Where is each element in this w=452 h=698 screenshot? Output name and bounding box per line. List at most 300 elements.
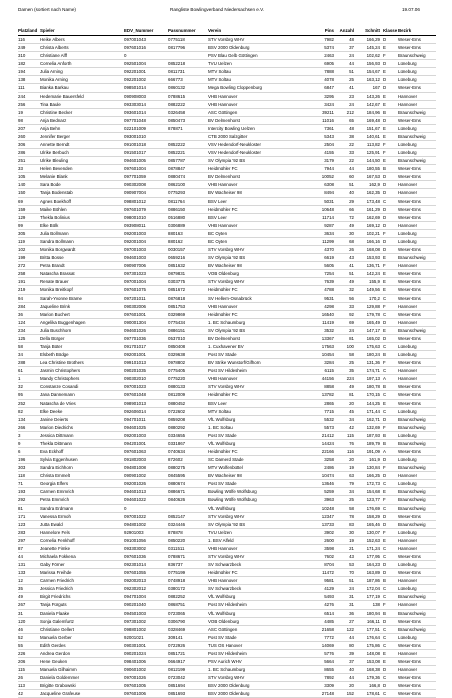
edv-nummer-cell: 098801002 bbox=[124, 625, 168, 633]
edv-nummer-cell: 094201001 bbox=[124, 439, 168, 447]
spieler-cell: Natascha de Vries bbox=[40, 399, 124, 407]
passnummer-cell: 0664917 bbox=[168, 658, 208, 666]
klasse-cell: B bbox=[380, 351, 398, 359]
pins-cell: 6619 bbox=[304, 254, 334, 262]
spieler-cell: Jutta Ewald bbox=[40, 520, 124, 528]
ranking-table bbox=[18, 27, 436, 698]
anzahl-cell: 49 bbox=[334, 383, 354, 391]
pins-cell: 3963 bbox=[304, 496, 334, 504]
table-row bbox=[18, 375, 436, 383]
edv-nummer-cell: 098401006 bbox=[124, 658, 168, 666]
spieler-cell: Elke Bölk bbox=[40, 221, 124, 229]
edv-nummer-cell: 093001010 bbox=[124, 132, 168, 140]
table-row bbox=[18, 221, 436, 229]
edv-nummer-cell: 094601005 bbox=[124, 157, 168, 165]
spieler-cell: Vanessa Ermoh bbox=[40, 512, 124, 520]
klasse-cell: D bbox=[380, 189, 398, 197]
bezirk-cell: Braunschweig bbox=[398, 609, 436, 617]
bezirk-cell: Weser-Ems bbox=[398, 674, 436, 682]
pins-cell: 5664 bbox=[304, 658, 334, 666]
passnummer-cell: 0852221 bbox=[168, 149, 208, 157]
edv-nummer-cell: 097001043 bbox=[124, 36, 168, 44]
schnitt-cell: 168,08 bbox=[354, 246, 380, 254]
anzahl-cell: 40 bbox=[334, 189, 354, 197]
anzahl-cell: 22 bbox=[334, 157, 354, 165]
spieler-cell: Anja Behn bbox=[40, 124, 124, 132]
bezirk-cell: Hannover bbox=[398, 601, 436, 609]
schnitt-cell: 168,38 bbox=[354, 666, 380, 674]
verein-cell: VHB Hannover bbox=[208, 181, 304, 189]
klasse-cell: E bbox=[380, 278, 398, 286]
passnummer-cell: 0331867 bbox=[168, 439, 208, 447]
spieler-cell: Bianka Barkau bbox=[40, 84, 124, 92]
platz-cell: 44 bbox=[18, 553, 40, 561]
platz-cell: 182 bbox=[18, 60, 40, 68]
pins-cell: 27148 bbox=[304, 690, 334, 698]
pins-cell: 3902 bbox=[304, 528, 334, 536]
table-row bbox=[18, 641, 436, 649]
platz-cell: 207 bbox=[18, 124, 40, 132]
verein-cell: SV Olympia '92 BS bbox=[208, 326, 304, 334]
anzahl-cell: 76 bbox=[334, 439, 354, 447]
pins-cell: 6308 bbox=[304, 181, 334, 189]
spieler-cell: Elke Deeke bbox=[40, 407, 124, 415]
edv-nummer-cell: 097001023 bbox=[124, 383, 168, 391]
anzahl-cell: 41 bbox=[334, 262, 354, 270]
table-row bbox=[18, 472, 436, 480]
platz-cell: 219 bbox=[18, 286, 40, 294]
anzahl-cell: 34 bbox=[334, 488, 354, 496]
platz-cell: 286 bbox=[18, 149, 40, 157]
spieler-cell: Andrea Gerdon bbox=[40, 649, 124, 657]
anzahl-cell: 122 bbox=[334, 625, 354, 633]
verein-cell: STV Vorsbrg WHV bbox=[208, 674, 304, 682]
schnitt-cell: 175,86 bbox=[354, 641, 380, 649]
verein-cell: VfL Wolfsburg bbox=[208, 415, 304, 423]
pins-cell: 6847 bbox=[304, 84, 334, 92]
edv-nummer-cell: 091701017 bbox=[124, 342, 168, 350]
schnitt-cell: 154,67 bbox=[354, 68, 380, 76]
platz-cell: 258 bbox=[18, 270, 40, 278]
anzahl-cell: 38 bbox=[334, 132, 354, 140]
table-row bbox=[18, 569, 436, 577]
platz-cell: 226 bbox=[18, 649, 40, 657]
anzahl-cell: 115 bbox=[334, 431, 354, 439]
table-row bbox=[18, 383, 436, 391]
schnitt-cell: 179,36 bbox=[354, 674, 380, 682]
bezirk-cell: Weser-Ems bbox=[398, 116, 436, 124]
table-row bbox=[18, 262, 436, 270]
table-row bbox=[18, 68, 436, 76]
schnitt-cell: 147,17 bbox=[354, 326, 380, 334]
edv-nummer-cell: 092201002 bbox=[124, 76, 168, 84]
pins-cell: 11714 bbox=[304, 213, 334, 221]
klasse-cell: B bbox=[380, 431, 398, 439]
platz-cell: 111 bbox=[18, 84, 40, 92]
spieler-cell: Daniela Flaake bbox=[40, 609, 124, 617]
anzahl-cell: 26 bbox=[334, 246, 354, 254]
spieler-cell: Marion Diedrichs bbox=[40, 423, 124, 431]
platz-cell: 116 bbox=[18, 36, 40, 44]
klasse-cell: D bbox=[380, 84, 398, 92]
table-row bbox=[18, 617, 436, 625]
schnitt-cell: 155,9 bbox=[354, 278, 380, 286]
pins-cell: 14069 bbox=[304, 641, 334, 649]
spieler-cell: Christiane Alff bbox=[40, 52, 124, 60]
spieler-cell: Agnes Boekhoff bbox=[40, 197, 124, 205]
edv-nummer-cell: 093303014 bbox=[124, 100, 168, 108]
table-row bbox=[18, 561, 436, 569]
edv-nummer-cell: 097301023 bbox=[124, 270, 168, 278]
table-row bbox=[18, 44, 436, 52]
spieler-cell: Petra Brandt bbox=[40, 262, 124, 270]
spieler-cell: Cornelia Anforth bbox=[40, 60, 124, 68]
anzahl-cell: 25 bbox=[334, 76, 354, 84]
pins-cell: 7361 bbox=[304, 124, 334, 132]
klasse-cell: D bbox=[380, 520, 398, 528]
verein-cell: Heidmühler FC bbox=[208, 391, 304, 399]
anzahl-cell: 32 bbox=[334, 286, 354, 294]
platz-cell: 267 bbox=[18, 601, 40, 609]
schnitt-cell: 184,96 bbox=[354, 108, 380, 116]
klasse-cell: C bbox=[380, 294, 398, 302]
schnitt-cell: 180,94 bbox=[354, 609, 380, 617]
spieler-cell: Tanja Bodenstab bbox=[40, 189, 124, 197]
klasse-cell: E bbox=[380, 399, 398, 407]
edv-nummer-cell: 092001004 bbox=[124, 237, 168, 245]
passnummer-cell: 836737 bbox=[168, 561, 208, 569]
platz-cell: 292 bbox=[18, 496, 40, 504]
page-header-date: 19.07.06 bbox=[402, 7, 420, 12]
platz-cell: 260 bbox=[18, 132, 40, 140]
platz-cell: 266 bbox=[18, 423, 40, 431]
spieler-cell: Mandy Christophers bbox=[40, 375, 124, 383]
table-row bbox=[18, 528, 436, 536]
schnitt-cell: 162,69 bbox=[354, 213, 380, 221]
pins-cell: 13782 bbox=[304, 391, 334, 399]
bezirk-cell: Lüneburg bbox=[398, 480, 436, 488]
pins-cell: 3309 bbox=[304, 682, 334, 690]
klasse-cell: C bbox=[380, 625, 398, 633]
bezirk-cell: Weser-Ems bbox=[398, 391, 436, 399]
verein-cell: 1. Cuxhavener BV bbox=[208, 342, 304, 350]
klasse-cell: D bbox=[380, 569, 398, 577]
bezirk-cell: Weser-Ems bbox=[398, 205, 436, 213]
klasse-cell: F bbox=[380, 464, 398, 472]
pins-cell: 13646 bbox=[304, 480, 334, 488]
spieler-cell: Jana Dannemann bbox=[40, 391, 124, 399]
platz-cell: 35 bbox=[18, 585, 40, 593]
anzahl-cell: 34 bbox=[334, 415, 354, 423]
passnummer-cell: 0851693 bbox=[168, 690, 208, 698]
edv-nummer-cell: 090001304 bbox=[124, 318, 168, 326]
pins-cell: 11419 bbox=[304, 318, 334, 326]
platz-cell: 119 bbox=[18, 237, 40, 245]
verein-cell: VfL Wolfsburg bbox=[208, 504, 304, 512]
edv-nummer-cell: 92001021 bbox=[124, 633, 168, 641]
bezirk-cell: Braunschweig bbox=[398, 496, 436, 504]
verein-cell: STV Vorsbrg WHV bbox=[208, 278, 304, 286]
passnummer-cell: 0030157 bbox=[168, 246, 208, 254]
pins-cell: 4788 bbox=[304, 286, 334, 294]
passnummer-cell: 0328469 bbox=[168, 625, 208, 633]
passnummer-cell: 0850220 bbox=[168, 536, 208, 544]
anzahl-cell: 48 bbox=[334, 124, 354, 132]
edv-nummer-cell: 090302006 bbox=[124, 302, 168, 310]
table-row bbox=[18, 165, 436, 173]
edv-nummer-cell: 090302008 bbox=[124, 181, 168, 189]
bezirk-cell: Braunschweig bbox=[398, 132, 436, 140]
passnummer-cell: 0306790 bbox=[168, 617, 208, 625]
pins-cell: 39211 bbox=[304, 108, 334, 116]
verein-cell: BV Wacheiser 98 bbox=[208, 472, 304, 480]
verein-cell: 1. BC Schaumburg bbox=[208, 666, 304, 674]
passnummer-cell: 0879831 bbox=[168, 270, 208, 278]
verein-cell: Heidmühler FC bbox=[208, 286, 304, 294]
verein-cell: Heidmühler FC bbox=[208, 165, 304, 173]
bezirk-cell: Braunschweig bbox=[398, 520, 436, 528]
bezirk-cell: Weser-Ems bbox=[398, 84, 436, 92]
column-header-pins: Pins bbox=[304, 27, 334, 36]
pins-cell: 7602 bbox=[304, 553, 334, 561]
klasse-cell: E bbox=[380, 536, 398, 544]
platz-cell: 19 bbox=[18, 108, 40, 116]
table-row bbox=[18, 173, 436, 181]
verein-cell: VHB Hannover bbox=[208, 221, 304, 229]
passnummer-cell: 0303775 bbox=[168, 278, 208, 286]
verein-cell: Post SV Hildesheim bbox=[208, 601, 304, 609]
anzahl-cell: 79 bbox=[334, 480, 354, 488]
table-row bbox=[18, 536, 436, 544]
edv-nummer-cell: 097301002 bbox=[124, 617, 168, 625]
spieler-cell: Heike Albers bbox=[40, 36, 124, 44]
edv-nummer-cell: 092201001 bbox=[124, 68, 168, 76]
table-row bbox=[18, 76, 436, 84]
passnummer-cell: 0788671 bbox=[168, 553, 208, 561]
anzahl-cell: 20 bbox=[334, 456, 354, 464]
passnummer-cell: 0722602 bbox=[168, 407, 208, 415]
anzahl-cell: 23 bbox=[334, 92, 354, 100]
bezirk-cell: Hannover bbox=[398, 262, 436, 270]
schnitt-cell: 179,78 bbox=[354, 310, 380, 318]
pins-cell: 7944 bbox=[304, 165, 334, 173]
passnummer-cell: 878871 bbox=[168, 124, 208, 132]
pins-cell: 8494 bbox=[304, 189, 334, 197]
edv-nummer-cell: 097701048 bbox=[124, 116, 168, 124]
klasse-cell: D bbox=[380, 205, 398, 213]
bezirk-cell: Weser-Ems bbox=[398, 359, 436, 367]
bezirk-cell: Weser-Ems bbox=[398, 682, 436, 690]
edv-nummer-cell: 097601036 bbox=[124, 553, 168, 561]
klasse-cell: D bbox=[380, 246, 398, 254]
passnummer-cell: 0850473 bbox=[168, 116, 208, 124]
anzahl-cell: 48 bbox=[334, 36, 354, 44]
edv-nummer-cell: 091001018 bbox=[124, 141, 168, 149]
verein-cell: Bowling Wölfe Wolfsburg bbox=[208, 488, 304, 496]
spieler-cell: Sara Bode bbox=[40, 181, 124, 189]
table-row bbox=[18, 254, 436, 262]
spieler-cell: Michaela Fokkena bbox=[40, 553, 124, 561]
anzahl-cell: 58 bbox=[334, 351, 354, 359]
klasse-cell: C bbox=[380, 633, 398, 641]
platz-cell: 283 bbox=[18, 528, 40, 536]
platz-cell: 58 bbox=[18, 342, 40, 350]
verein-cell: VHB Hannover bbox=[208, 92, 304, 100]
passnummer-cell: 0880275 bbox=[168, 464, 208, 472]
pins-cell: 2600 bbox=[304, 536, 334, 544]
schnitt-cell: 189,79 bbox=[354, 439, 380, 447]
passnummer-cell: 0852222 bbox=[168, 141, 208, 149]
schnitt-cell: 166,16 bbox=[354, 237, 380, 245]
edv-nummer-cell: 022101009 bbox=[124, 124, 168, 132]
table-row bbox=[18, 496, 436, 504]
passnummer-cell: 0859208 bbox=[168, 415, 208, 423]
passnummer-cell: 0334655 bbox=[168, 431, 208, 439]
schnitt-cell: 166,8 bbox=[354, 682, 380, 690]
anzahl-cell: 66 bbox=[334, 205, 354, 213]
pins-cell: 5776 bbox=[304, 649, 334, 657]
schnitt-cell: 153,93 bbox=[354, 254, 380, 262]
platz-cell: 32 bbox=[18, 383, 40, 391]
passnummer-cell: 0326458 bbox=[168, 108, 208, 116]
anzahl-cell: 72 bbox=[334, 213, 354, 221]
passnummer-cell: 0311511 bbox=[168, 544, 208, 552]
passnummer-cell: 0880452 bbox=[168, 399, 208, 407]
schnitt-cell: 172,73 bbox=[354, 480, 380, 488]
pins-cell: 6514 bbox=[304, 609, 334, 617]
edv-nummer-cell: 097601063 bbox=[124, 447, 168, 455]
klasse-cell: D bbox=[380, 334, 398, 342]
schnitt-cell: 167,53 bbox=[354, 173, 380, 181]
passnummer-cell: 0876818 bbox=[168, 294, 208, 302]
spieler-cell: Sarah-Yvonne Brame bbox=[40, 294, 124, 302]
pins-cell: 7715 bbox=[304, 407, 334, 415]
bezirk-cell: Weser-Ems bbox=[398, 334, 436, 342]
edv-nummer-cell: 092001003 bbox=[124, 229, 168, 237]
table-row bbox=[18, 326, 436, 334]
klasse-cell: E bbox=[380, 649, 398, 657]
bezirk-cell: Weser-Ems bbox=[398, 658, 436, 666]
platz-cell: 31 bbox=[18, 609, 40, 617]
passnummer-cell: 0882252 bbox=[168, 593, 208, 601]
bezirk-cell: Braunschweig bbox=[398, 415, 436, 423]
klasse-cell: E bbox=[380, 100, 398, 108]
table-row bbox=[18, 577, 436, 585]
klasse-cell: C bbox=[380, 407, 398, 415]
klasse-cell: C bbox=[380, 674, 398, 682]
schnitt-cell: 170,15 bbox=[354, 391, 380, 399]
pins-cell: 5573 bbox=[304, 423, 334, 431]
passnummer-cell: 0775118 bbox=[168, 36, 208, 44]
passnummer-cell: 0851632 bbox=[168, 262, 208, 270]
column-header-klasse: Klasse bbox=[380, 27, 398, 36]
platz-cell: 206 bbox=[18, 658, 40, 666]
anzahl-cell: 49 bbox=[334, 278, 354, 286]
pins-cell: 7254 bbox=[304, 270, 334, 278]
klasse-cell: F bbox=[380, 528, 398, 536]
platz-cell: 82 bbox=[18, 407, 40, 415]
spieler-cell: Monika Borgwardt bbox=[40, 246, 124, 254]
klasse-cell: C bbox=[380, 367, 398, 375]
edv-nummer-cell: 097601006 bbox=[124, 690, 168, 698]
edv-nummer-cell: 094801002 bbox=[124, 520, 168, 528]
edv-nummer-cell: 097601004 bbox=[124, 165, 168, 173]
passnummer-cell: 0886150 bbox=[168, 205, 208, 213]
klasse-cell: D bbox=[380, 318, 398, 326]
edv-nummer-cell: 090301001 bbox=[124, 641, 168, 649]
schnitt-cell: 175,63 bbox=[354, 342, 380, 350]
bezirk-cell: Lüneburg bbox=[398, 141, 436, 149]
bezirk-cell: Lüneburg bbox=[398, 431, 436, 439]
schnitt-cell: 113,82 bbox=[354, 141, 380, 149]
verein-cell: Heidmühler FC bbox=[208, 569, 304, 577]
schnitt-cell: 154,68 bbox=[354, 488, 380, 496]
schnitt-cell: 129,88 bbox=[354, 302, 380, 310]
spieler-cell: Jacqueline Grafeuse bbox=[40, 690, 124, 698]
table-row bbox=[18, 318, 436, 326]
pins-cell: 5605 bbox=[304, 262, 334, 270]
klasse-cell: D bbox=[380, 181, 398, 189]
spieler-cell: Della Bürger bbox=[40, 334, 124, 342]
table-row bbox=[18, 391, 436, 399]
platz-cell: 193 bbox=[18, 488, 40, 496]
table-row bbox=[18, 116, 436, 124]
platz-cell: 123 bbox=[18, 520, 40, 528]
verein-cell: TUS OS Hanover bbox=[208, 641, 304, 649]
verein-cell: Mega Bowling Cloppenburg bbox=[208, 84, 304, 92]
table-row bbox=[18, 609, 436, 617]
table-row bbox=[18, 407, 436, 415]
schnitt-cell: 166,25 bbox=[354, 472, 380, 480]
anzahl-cell: 43 bbox=[334, 254, 354, 262]
passnummer-cell bbox=[168, 504, 208, 512]
platz-cell: 115 bbox=[18, 666, 40, 674]
spieler-cell: Annette Berndt bbox=[40, 141, 124, 149]
anzahl-cell: 25 bbox=[334, 496, 354, 504]
anzahl-cell: 25 bbox=[334, 359, 354, 367]
verein-cell: 1. BC Soltau bbox=[208, 423, 304, 431]
edv-nummer-cell: 092001001 bbox=[124, 351, 168, 359]
verein-cell: STV Vorsbrg WHV bbox=[208, 512, 304, 520]
anzahl-cell: 116 bbox=[334, 447, 354, 455]
bezirk-cell: Braunschweig bbox=[398, 439, 436, 447]
passnummer-cell: 0775405 bbox=[168, 367, 208, 375]
schnitt-cell: 180,24 bbox=[354, 351, 380, 359]
table-row bbox=[18, 310, 436, 318]
page-header-title: Damen (sortiert nach Name) bbox=[18, 7, 76, 12]
bezirk-cell: Weser-Ems bbox=[398, 294, 436, 302]
edv-nummer-cell: 090601002 bbox=[124, 666, 168, 674]
verein-cell: Post SV Stade bbox=[208, 480, 304, 488]
pins-cell: 3598 bbox=[304, 544, 334, 552]
table-row bbox=[18, 601, 436, 609]
schnitt-cell: 167 bbox=[354, 84, 380, 92]
passnummer-cell: 0723065 bbox=[168, 609, 208, 617]
bezirk-cell: Hannover bbox=[398, 100, 436, 108]
passnummer-cell bbox=[168, 52, 208, 60]
table-row bbox=[18, 205, 436, 213]
bezirk-cell: Lüneburg bbox=[398, 229, 436, 237]
spieler-cell: Jasmin Christophers bbox=[40, 367, 124, 375]
platz-cell: 69 bbox=[18, 197, 40, 205]
anzahl-cell: 33 bbox=[334, 149, 354, 157]
anzahl-cell: 20 bbox=[334, 399, 354, 407]
platz-cell: 94 bbox=[18, 294, 40, 302]
pins-cell: 6115 bbox=[304, 367, 334, 375]
spieler-cell: Ulrike Berbuch bbox=[40, 149, 124, 157]
klasse-cell: C bbox=[380, 480, 398, 488]
platz-cell: 46 bbox=[18, 625, 40, 633]
